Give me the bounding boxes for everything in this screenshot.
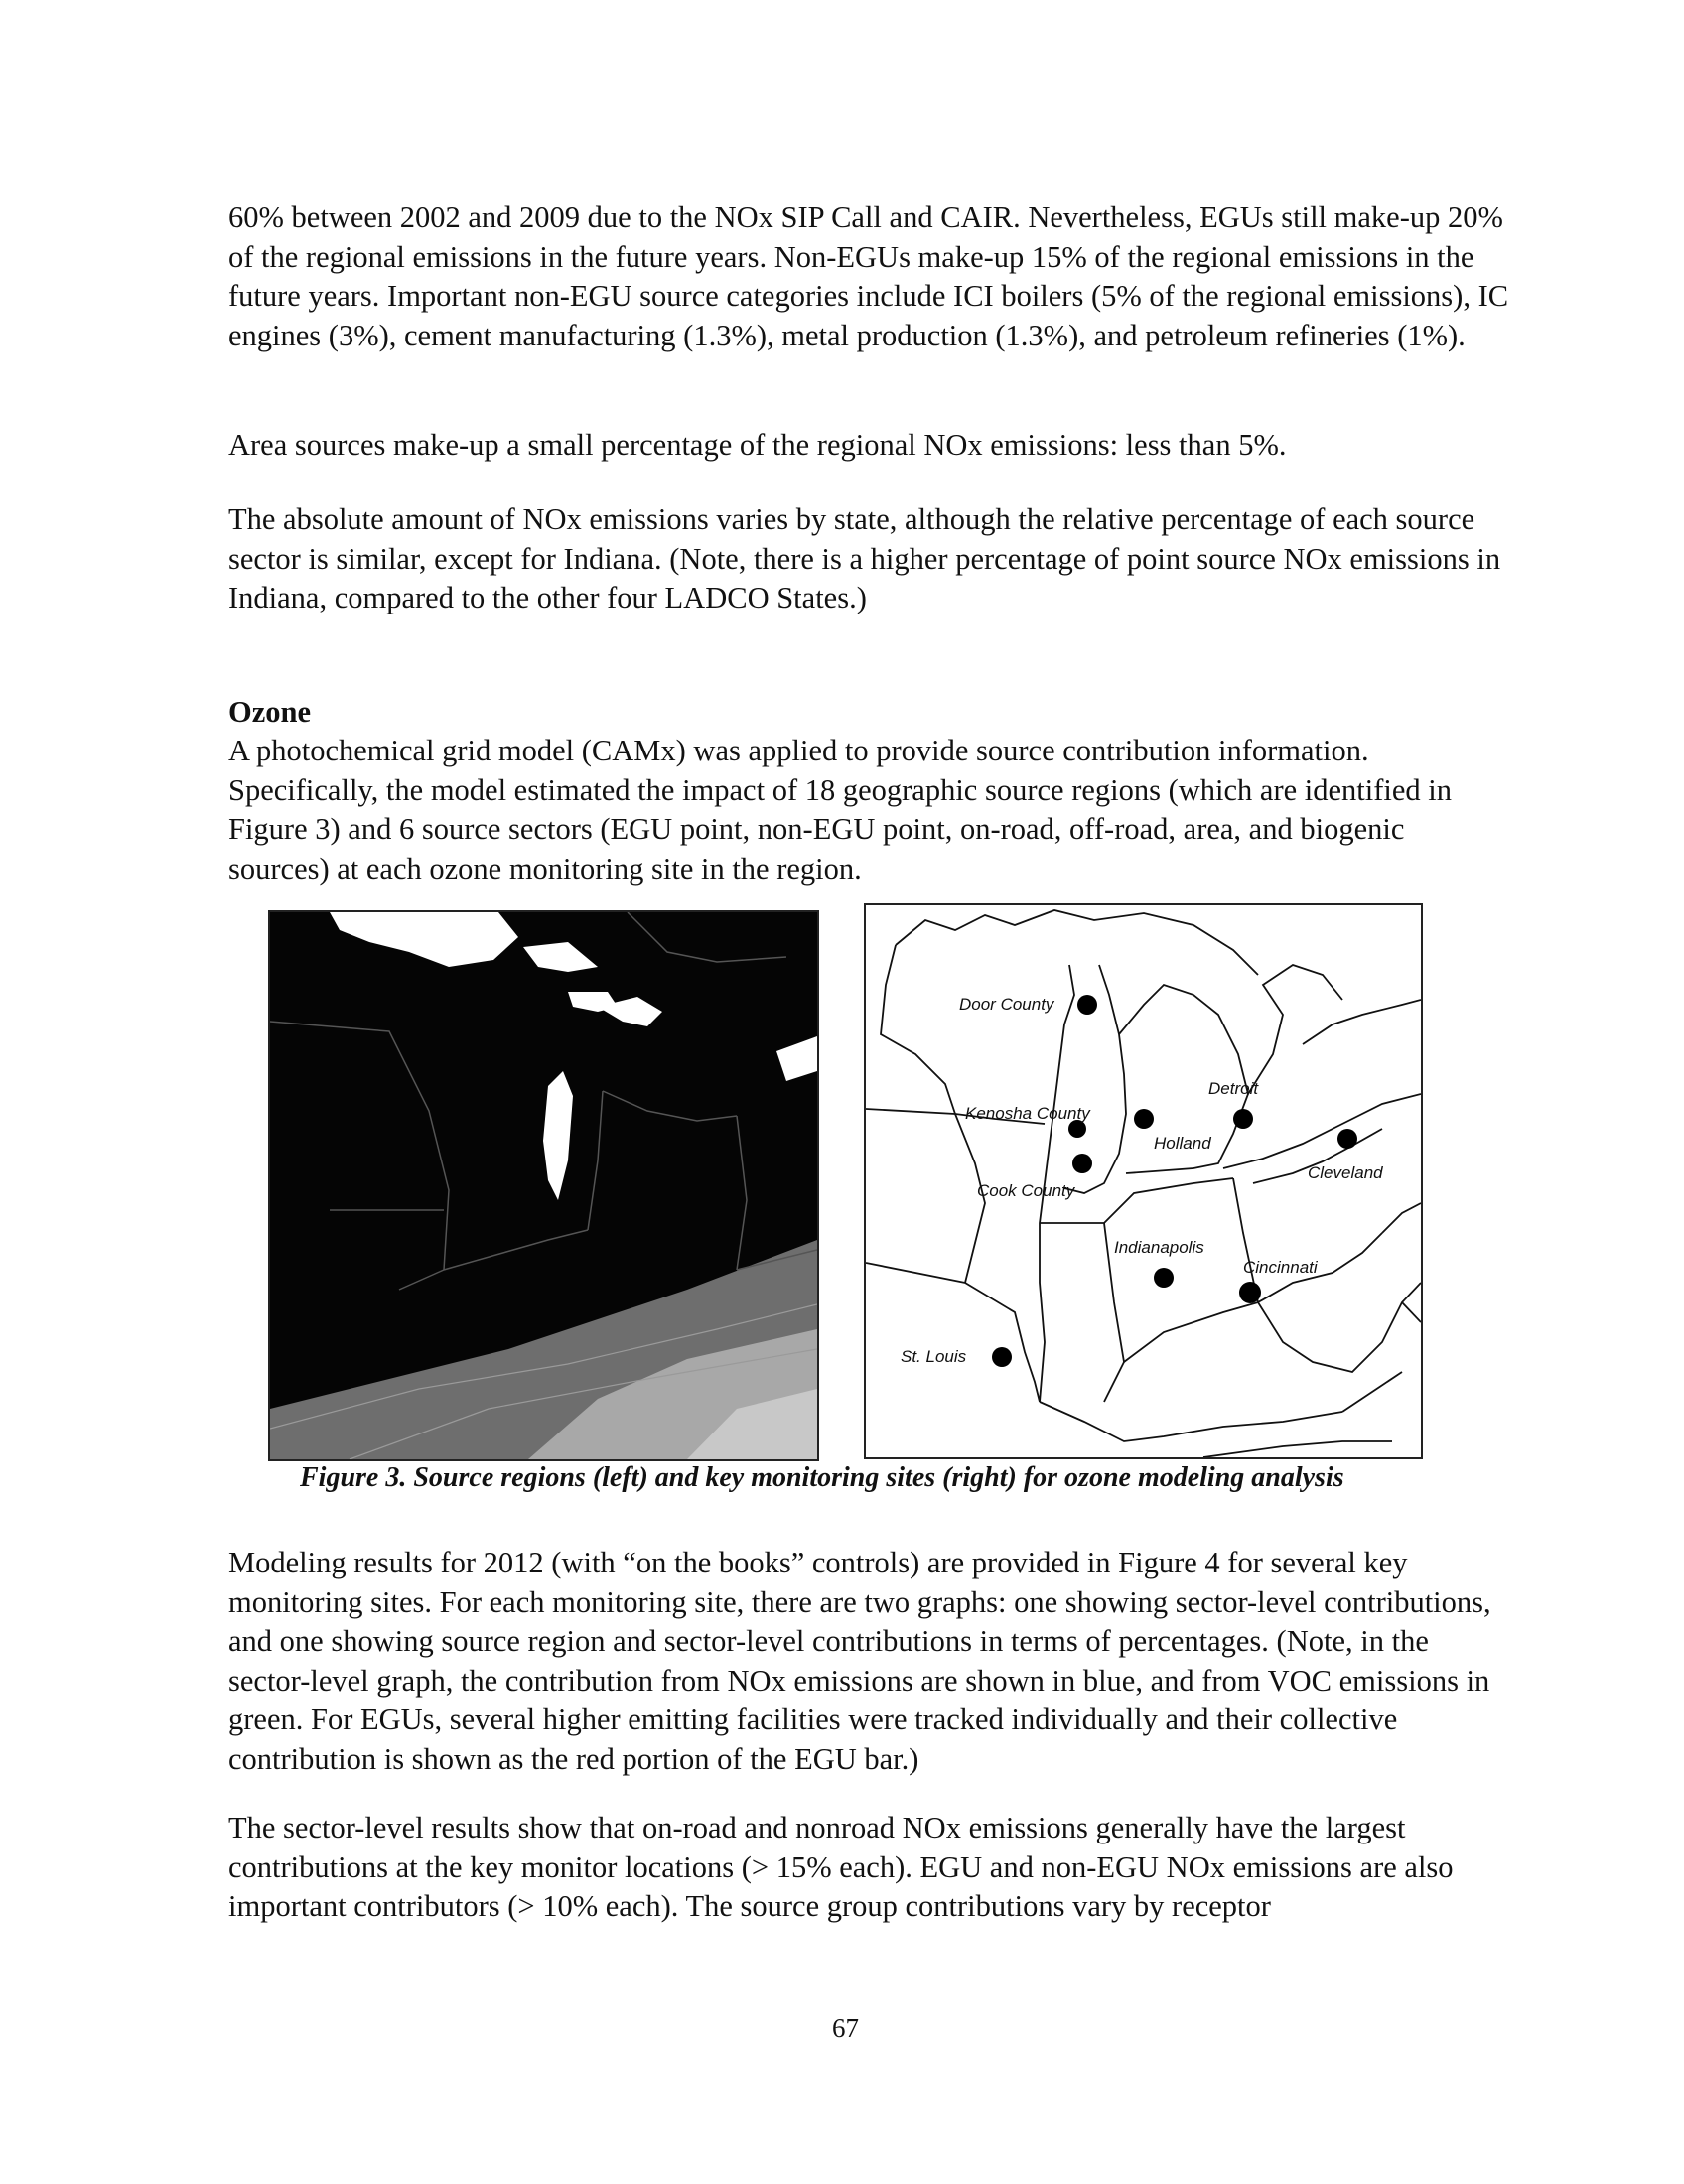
site-marker-st-louis <box>992 1347 1012 1367</box>
site-marker-cincinnati <box>1239 1282 1261 1303</box>
site-label-st-louis: St. Louis <box>901 1347 967 1366</box>
section-heading-ozone: Ozone <box>228 695 312 729</box>
site-label-kenosha-county: Kenosha County <box>965 1104 1090 1123</box>
paragraph-modeling-results: Modeling results for 2012 (with “on the books” controls) are provided in Figure 4 for several key monitoring sites. For each monitoring site, there are two graphs: one showing sector-level contributions, and one showing source region and sector-level contributions in terms of percentages. (Note, in the sector-level graph, the contribution from NOx emissions are shown in blue, and from VOC emissions in green. For EGUs, several higher emitting facilities were tracked individually and their collective contribution is shown as the red portion of the EGU bar.) <box>228 1546 1491 1776</box>
paragraph-nox-egu: 60% between 2002 and 2009 due to the NOx SIP Call and CAIR. Nevertheless, EGUs still make-up 20% of the regional emissions in the future years. Non-EGUs make-up 15% of the regional emissions in the future years. Important non-EGU source categories include ICI boilers (5% of the regional emissions), IC engines (3%), cement manufacturing (1.3%), metal production (1.3%), and petroleum refineries (1%). <box>228 201 1509 352</box>
site-marker-indianapolis <box>1154 1268 1174 1288</box>
paragraph-camx-model: A photochemical grid model (CAMx) was applied to provide source contribution information. Specifically, the model estimated the impact of 18 geographic source regions (which are identified in Figure 3) and 6 source sectors (EGU point, non-EGU point, on-road, off-road, area, and biogenic sources) at each ozone monitoring site in the region. <box>228 734 1453 886</box>
paragraph-area-sources: Area sources make-up a small percentage of the regional NOx emissions: less than 5%. <box>228 428 1287 462</box>
page-number: 67 <box>832 2013 859 2043</box>
site-label-holland: Holland <box>1154 1134 1211 1153</box>
source-regions-map-graphic <box>270 912 817 1459</box>
site-label-door-county: Door County <box>959 995 1054 1014</box>
figure-caption: Figure 3. Source regions (left) and key monitoring sites (right) for ozone modeling analysis <box>300 1462 1344 1493</box>
site-marker-cleveland <box>1337 1129 1357 1149</box>
site-label-cincinnati: Cincinnati <box>1243 1258 1318 1277</box>
monitoring-sites-map-graphic <box>866 905 1421 1457</box>
paragraph-sector-level-results: The sector-level results show that on-road and nonroad NOx emissions generally have the largest contributions at the key monitor locations (> 15% each). EGU and non-EGU NOx emissions are also important contributors (> 10% each). The source group contributions vary by receptor <box>228 1811 1454 1923</box>
site-marker-detroit <box>1233 1109 1253 1129</box>
site-label-cook-county: Cook County <box>977 1181 1075 1200</box>
site-label-detroit: Detroit <box>1208 1079 1259 1098</box>
site-marker-door-county <box>1077 995 1097 1015</box>
monitoring-sites-map <box>864 903 1423 1459</box>
source-regions-map <box>268 910 819 1461</box>
site-label-indianapolis: Indianapolis <box>1114 1238 1204 1257</box>
site-marker-holland <box>1134 1109 1154 1129</box>
site-label-cleveland: Cleveland <box>1308 1163 1383 1182</box>
site-marker-cook-county <box>1072 1154 1092 1173</box>
paragraph-state-variation: The absolute amount of NOx emissions varies by state, although the relative percentage of each source sector is similar, except for Indiana. (Note, there is a higher percentage of point source NOx emissions in Indiana, compared to the other four LADCO States.) <box>228 502 1501 614</box>
